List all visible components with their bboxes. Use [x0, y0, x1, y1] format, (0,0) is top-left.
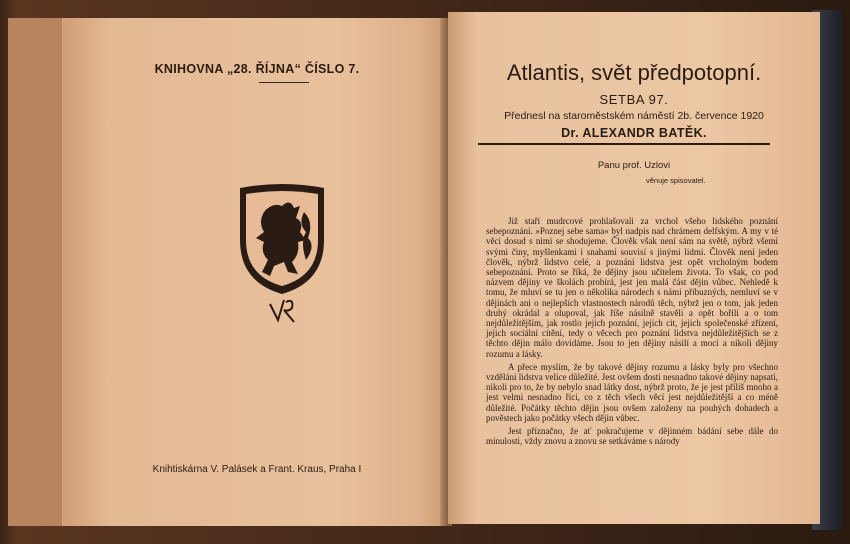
dedication-line-1: Panu prof. Uzlovi — [597, 160, 671, 171]
left-page — [62, 18, 452, 526]
heading-rule — [259, 82, 309, 83]
body-text — [486, 216, 778, 446]
dedication-line-2: věnuje spisovatel. — [646, 176, 706, 185]
paragraph: Jest příznačno, že ať pokračujeme v dějinném bádání sebe dále do minulosti, vždy znovu a znovu se setkáváme s národy — [486, 426, 778, 447]
lecture-note: Přednesl na staroměstském náměstí 2b. července 1920 — [504, 110, 764, 122]
right-page — [448, 12, 820, 524]
series-label: SETBA 97. — [599, 92, 669, 107]
lion-emblem-icon — [234, 182, 330, 332]
paragraph: Již staří mudrcové prohlašovali za vrchol všeho lidského poznání sebepoznání. »Poznej sebe sama« byl nadpis nad chrámem delfským. A my v té věci dosud s nimi se shodujeme. Člověk však není sám na světě, nýbrž všemi svými činy, myšlenkami i snahami souvisí s jinými lidmi. Člověk není jeden člověk, nýbrž lidstvo celé, a poznání lidstva jest opět vrcholným bodem sebepoznání. Proto se říká, že dějiny jsou učitelem života. To však, co pod názvem dějiny ve školách probírá, jest jen malá část dějin vůbec. Nehledě k tomu, že mluví se tu jen o několika národech s námi příbuzných, nemluví se v dějinách ani o nejlepších vlastnostech národů těch, nýbrž jen o tom, jak jeden druhý okrádal a olupoval, jak říše násilně stavěli a opět bořili a o tom nejdůležitějším, jak rostlo jejich poznání, jejich cit, jejich společenské zřízení, jejich sociální cítění, tedy o věcech pro poznání lidstva nejdůležitějších se z těchto dějin málo dovídáme. Jsou to jen dějiny násilí a moci a nikoli dějiny rozumu a lásky. — [486, 216, 778, 359]
book-cover-left — [8, 18, 68, 526]
page-title: Atlantis, svět předpotopní. — [506, 60, 762, 85]
author-name: Dr. ALEXANDR BATĚK. — [561, 126, 707, 140]
printer-imprint: Knihtiskárna V. Palásek a Frant. Kraus, Praha I — [152, 464, 362, 475]
library-heading: KNIHOVNA „28. ŘÍJNA“ ČÍSLO 7. — [154, 62, 360, 76]
title-rule — [478, 143, 770, 145]
paragraph: A přece myslím, že by takové dějiny rozumu a lásky byly pro všechno vzdělání lidstva velice důležité. Jest ovšem dosti nesnadno takové dějiny napsati, nikoli pro to, že by nebylo snad látky dost, nýbrž proto, že je jest příliš mnoho a jest velmi nesnadno říci, co z těch všech věcí jest nejdůležitější a co méně důležité. Počátky těchto dějin jsou ovšem založeny na pouhých dohadech a pověstech jako počátky všech dějin vůbec. — [486, 361, 778, 423]
